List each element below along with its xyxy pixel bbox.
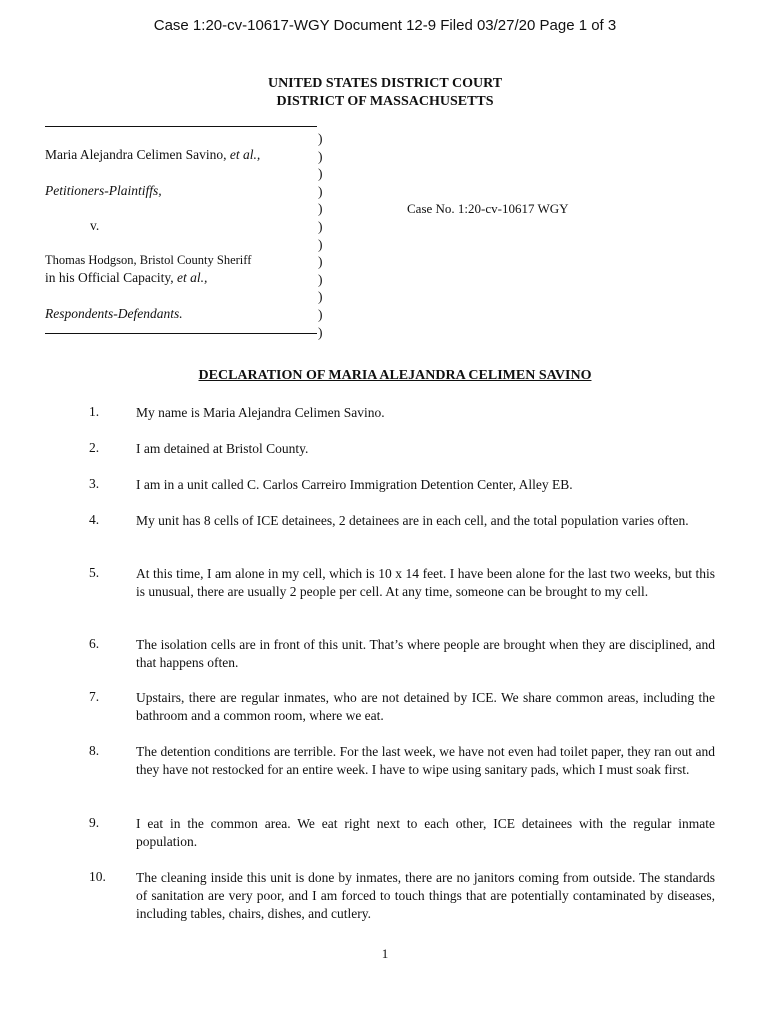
paragraph-text: I am in a unit called C. Carlos Carreiro Immigration Detention Center, Alley EB. — [136, 477, 573, 492]
respondent-role: Respondents-Defendants. — [45, 306, 183, 321]
paragraph-text: I eat in the common area. We eat right next to each other, ICE detainees with the regular inmate population. — [136, 816, 715, 849]
court-district: DISTRICT OF MASSACHUSETTS — [276, 94, 494, 109]
case-number: Case No. 1:20-cv-10617 WGY — [407, 201, 569, 216]
declaration-title: DECLARATION OF MARIA ALEJANDRA CELIMEN SAVINO — [198, 368, 592, 383]
respondent-name: Thomas Hodgson, Bristol County Sheriff — [45, 253, 252, 267]
paragraph-number: 7. — [89, 689, 100, 704]
paragraph-number: 9. — [89, 815, 100, 830]
paragraph-number: 2. — [89, 440, 100, 455]
caption-paren: ) — [318, 324, 323, 340]
caption-paren: ) — [318, 201, 323, 217]
paragraph-number: 8. — [89, 743, 100, 758]
caption-paren: ) — [318, 218, 323, 234]
caption-paren: ) — [318, 306, 323, 322]
caption-paren: ) — [318, 166, 323, 182]
respondent-et-al: et al., — [176, 270, 208, 285]
caption-paren: ) — [318, 271, 323, 287]
caption-bottom-rule — [45, 333, 317, 334]
paragraph-number: 5. — [89, 565, 100, 580]
caption-paren: ) — [318, 254, 323, 270]
caption-paren: ) — [318, 183, 323, 199]
caption-paren: ) — [318, 131, 323, 146]
paragraph-text: The cleaning inside this unit is done by inmates, there are no janitors coming from outside. The standards of sanitation are very poor, and I am forced to touch things that are potentially contaminated by diseases, including tables, chairs, dishes, and cutlery. — [136, 870, 715, 921]
paragraph-number: 6. — [89, 636, 100, 651]
caption-paren: ) — [318, 148, 323, 164]
paragraph-text: Upstairs, there are regular inmates, who are not detained by ICE. We share common areas, including the bathroom and a common room, where we eat. — [136, 690, 715, 723]
paragraph-number: 3. — [89, 476, 100, 491]
paragraph-text: I am detained at Bristol County. — [136, 441, 309, 456]
ecf-header-stamp: Case 1:20-cv-10617-WGY Document 12-9 Filed 03/27/20 Page 1 of 3 — [153, 17, 617, 34]
paragraph-text: The detention conditions are terrible. For the last week, we have not even had toilet paper, they ran out and they have not restocked for an entire week. I have to wipe using sanitary pads, which I must soak first. — [136, 744, 715, 777]
petitioner-et-al: et al., — [229, 147, 261, 162]
caption-paren-column — [318, 130, 328, 341]
respondent-capacity: in his Official Capacity, — [45, 270, 174, 285]
paragraph-number: 1. — [89, 404, 100, 419]
versus: v. — [90, 218, 100, 233]
petitioner-name: Maria Alejandra Celimen Savino, — [45, 147, 227, 162]
court-name: UNITED STATES DISTRICT COURT — [267, 76, 503, 91]
paragraph-text: My unit has 8 cells of ICE detainees, 2 detainees are in each cell, and the total population varies often. — [136, 513, 689, 528]
page-number: 1 — [381, 946, 389, 961]
paragraph-text: The isolation cells are in front of this unit. That’s where people are brought when they are disciplined, and that happens often. — [136, 637, 715, 670]
respondent-capacity-line — [45, 270, 207, 286]
petitioner-line — [45, 147, 260, 163]
paragraph-number: 4. — [89, 512, 100, 527]
caption-paren: ) — [318, 289, 323, 305]
paragraph-number: 10. — [89, 869, 106, 884]
paragraph-text: My name is Maria Alejandra Celimen Savino. — [136, 405, 385, 420]
petitioner-role: Petitioners-Plaintiffs, — [45, 183, 162, 198]
caption-top-rule — [45, 126, 317, 127]
caption-paren: ) — [318, 236, 323, 252]
paragraph-text: At this time, I am alone in my cell, which is 10 x 14 feet. I have been alone for the last two weeks, but this is unusual, there are usually 2 people per cell. At any time, someone can be brought to my cell. — [136, 566, 715, 599]
